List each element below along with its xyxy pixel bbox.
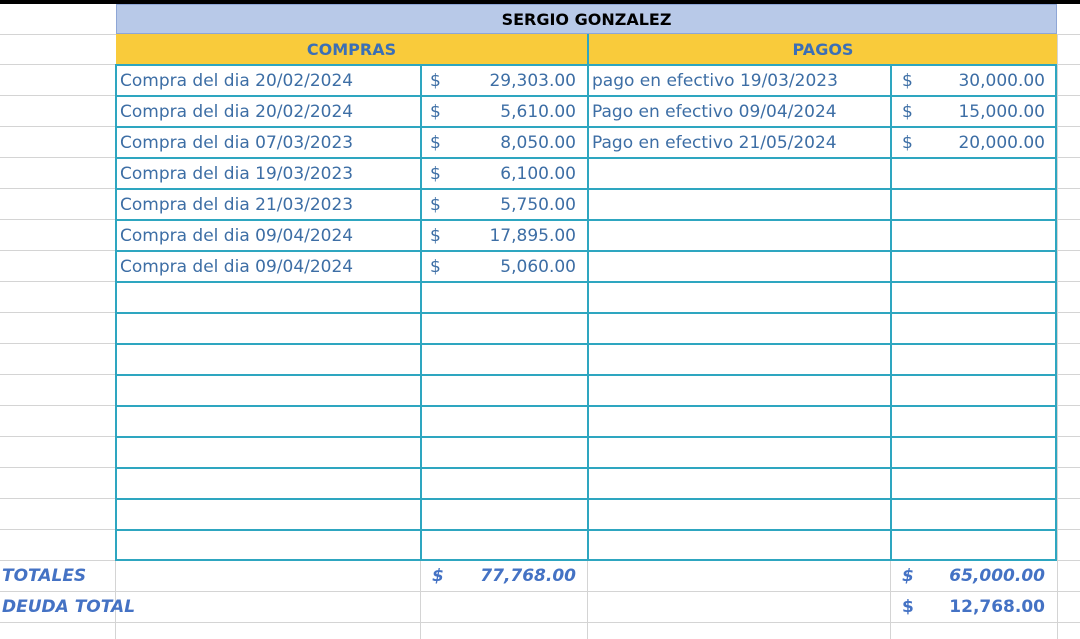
pago-desc[interactable]: Pago en efectivo 09/04/2024	[592, 101, 837, 122]
pago-currency[interactable]: $	[902, 132, 913, 153]
compra-desc[interactable]: Compra del dia 21/03/2023	[120, 194, 354, 215]
grid-col-line	[1057, 34, 1058, 639]
table-border	[115, 559, 1057, 561]
deuda-total-amount[interactable]: 12,768.00	[949, 597, 1045, 617]
totales-pagos-amount[interactable]: 65,000.00	[949, 566, 1045, 586]
table-border	[115, 467, 1057, 469]
grid-col-line	[890, 560, 891, 639]
compra-amount[interactable]: 5,610.00	[500, 101, 576, 122]
deuda-total-label[interactable]: DEUDA TOTAL	[2, 597, 136, 617]
table-border	[115, 436, 1057, 438]
compra-amount[interactable]: 8,050.00	[500, 132, 576, 153]
compra-desc[interactable]: Compra del dia 09/04/2024	[120, 256, 354, 277]
grid-row-line	[0, 591, 1080, 592]
compra-amount[interactable]: 29,303.00	[489, 70, 576, 91]
compra-amount[interactable]: 17,895.00	[489, 225, 576, 246]
totales-pagos-currency[interactable]: $	[902, 566, 914, 586]
compra-currency[interactable]: $	[430, 225, 441, 246]
grid-col-line	[420, 560, 421, 639]
table-border	[115, 498, 1057, 500]
compra-desc[interactable]: Compra del dia 20/02/2024	[120, 101, 354, 122]
header-divider	[587, 34, 589, 64]
totales-label[interactable]: TOTALES	[2, 566, 87, 586]
compra-currency[interactable]: $	[430, 132, 441, 153]
compra-amount[interactable]: 5,750.00	[500, 194, 576, 215]
grid-col-line	[587, 560, 588, 639]
pago-amount[interactable]: 15,000.00	[958, 101, 1045, 122]
pago-amount[interactable]: 20,000.00	[958, 132, 1045, 153]
compra-desc[interactable]: Compra del dia 20/02/2024	[120, 70, 354, 91]
grid-row-line	[0, 622, 1080, 623]
table-border	[115, 343, 1057, 345]
pago-currency[interactable]: $	[902, 70, 913, 91]
table-border	[115, 529, 1057, 531]
compra-desc[interactable]: Compra del dia 07/03/2023	[120, 132, 354, 153]
compra-desc[interactable]: Compra del dia 09/04/2024	[120, 225, 354, 246]
compra-amount[interactable]: 5,060.00	[500, 256, 576, 277]
pago-amount[interactable]: 30,000.00	[958, 70, 1045, 91]
table-border	[115, 405, 1057, 407]
deuda-total-currency[interactable]: $	[902, 597, 914, 617]
compra-currency[interactable]: $	[430, 101, 441, 122]
compra-currency[interactable]: $	[430, 70, 441, 91]
totales-compras-currency[interactable]: $	[432, 566, 444, 586]
pagos-header[interactable]: PAGOS	[589, 34, 1057, 64]
compra-desc[interactable]: Compra del dia 19/03/2023	[120, 163, 354, 184]
compra-currency[interactable]: $	[430, 194, 441, 215]
pago-desc[interactable]: pago en efectivo 19/03/2023	[592, 70, 838, 91]
pago-currency[interactable]: $	[902, 101, 913, 122]
compras-header[interactable]: COMPRAS	[116, 34, 587, 64]
pago-desc[interactable]: Pago en efectivo 21/05/2024	[592, 132, 837, 153]
compra-amount[interactable]: 6,100.00	[500, 163, 576, 184]
title-cell[interactable]: SERGIO GONZALEZ	[116, 4, 1057, 34]
table-border	[115, 312, 1057, 314]
compra-currency[interactable]: $	[430, 163, 441, 184]
compra-currency[interactable]: $	[430, 256, 441, 277]
totales-compras-amount[interactable]: 77,768.00	[480, 566, 576, 586]
table-border	[115, 374, 1057, 376]
